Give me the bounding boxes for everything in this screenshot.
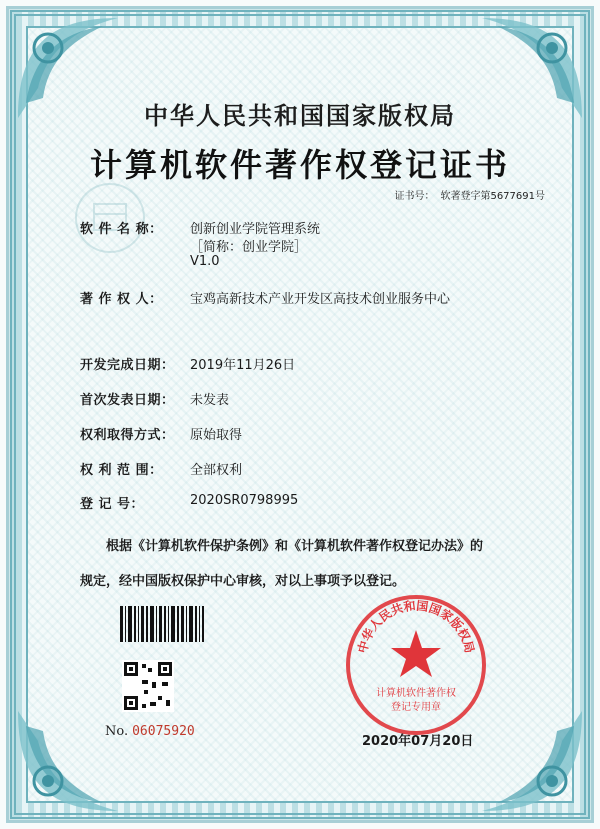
seal-inner-line-2: 登记专用章 <box>391 702 441 713</box>
official-seal <box>343 592 489 738</box>
registration-label: 登 记 号： <box>80 497 145 512</box>
certificate-number-label: 证书号： <box>394 191 435 202</box>
corner-ornament-icon <box>8 701 128 821</box>
software-version: V1.0 <box>190 254 220 269</box>
serial-prefix: No. <box>105 724 129 739</box>
software-name-label: 软 件 名 称： <box>80 222 163 237</box>
corner-ornament-icon <box>472 701 592 821</box>
pub-date-value: 未发表 <box>190 393 230 408</box>
software-short-name: ［简称：创业学院］ <box>190 240 308 255</box>
document-title: 计算机软件著作权登记证书 <box>89 146 510 184</box>
registration-value: 2020SR0798995 <box>190 493 299 508</box>
pub-date-label: 首次发表日期： <box>80 393 175 408</box>
software-name-value: 创新创业学院管理系统 <box>190 222 321 237</box>
dev-date-value: 2019年11月26日 <box>190 358 296 373</box>
issuer-name: 中华人民共和国国家版权局 <box>144 101 456 130</box>
serial-number <box>105 724 195 739</box>
dev-date-label: 开发完成日期： <box>80 358 175 373</box>
owner-value: 宝鸡高新技术产业开发区高技术创业服务中心 <box>190 292 451 307</box>
acquisition-value: 原始取得 <box>190 428 243 443</box>
statement-line-1: 根据《计算机软件保护条例》和《计算机软件著作权登记办法》的 <box>106 539 484 554</box>
owner-label: 著 作 权 人： <box>80 292 163 307</box>
scope-label: 权 利 范 围： <box>80 463 163 478</box>
qr-code-icon <box>122 660 174 712</box>
serial-value: 06075920 <box>132 724 195 739</box>
scope-value: 全部权利 <box>190 463 243 478</box>
issue-date: 2020年07月20日 <box>362 734 474 749</box>
statement-line-2: 规定，经中国版权保护中心审核，对以上事项予以登记。 <box>80 574 406 589</box>
seal-inner-line-1: 计算机软件著作权 <box>376 688 456 699</box>
certificate-number <box>300 187 545 202</box>
acquisition-label: 权利取得方式： <box>80 428 175 443</box>
seal-ring-text: 中华人民共和国国家版权局 <box>355 598 477 655</box>
barcode-icon <box>120 606 204 642</box>
certificate-number-value: 软著登字第5677691号 <box>440 191 545 202</box>
